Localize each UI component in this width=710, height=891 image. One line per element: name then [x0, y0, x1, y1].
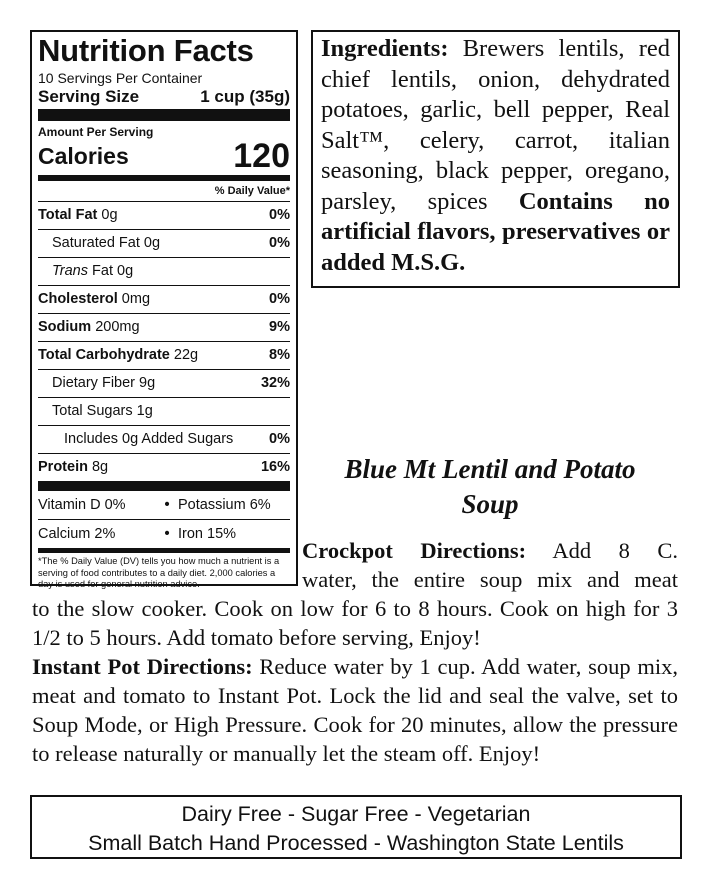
- nutrient-amount: 0g: [101, 207, 118, 223]
- instant-pot-label: Instant Pot Directions:: [32, 654, 253, 679]
- nutrient-row-sodium: [38, 314, 290, 342]
- nutrient-dv: 32%: [260, 375, 290, 391]
- bullet: •: [164, 497, 170, 513]
- crockpot-directions-line-2: water, the entire soup mix and meat: [302, 567, 678, 592]
- bullet: •: [164, 526, 170, 542]
- product-title-line-2: Soup: [461, 489, 519, 519]
- daily-value-header: % Daily Value*: [38, 181, 290, 202]
- nutrient-dv: 9%: [269, 319, 290, 335]
- nutrient-row-saturated-fat: [38, 230, 290, 258]
- nutrient-dv: 0%: [269, 235, 290, 251]
- nutrient-row-cholesterol: [38, 286, 290, 314]
- nutrient-row-sugars: [38, 398, 290, 426]
- features-line-2: Small Batch Hand Processed - Washington State Lentils: [88, 831, 624, 855]
- nutrient-row-fiber: [38, 370, 290, 398]
- nutrient-name: Protein: [38, 459, 88, 475]
- iron: Iron 15%: [178, 526, 237, 542]
- instant-pot-text: Reduce water by 1 cup. Add water, soup mix, meat and tomato to Instant Pot. Lock the lid and seal the valve, set to Soup Mode, or High Pressure. Cook for 20 minutes, allow the pressure to release naturally or manually let the steam off. Enjoy!: [32, 654, 678, 766]
- nutrient-amount: 22g: [173, 347, 199, 363]
- no-additives-claim: Contains no artificial flavors, preservatives or added M.S.G.: [321, 187, 670, 276]
- nutrient-name: Saturated Fat: [52, 235, 140, 251]
- nutrient-amount: 0mg: [121, 291, 151, 307]
- amount-per-serving: Amount Per Serving: [38, 125, 154, 139]
- serving-size-value: 1 cup (35g): [200, 87, 290, 106]
- dv-footnote: *The % Daily Value (DV) tells you how much a nutrient is a serving of food contributes to a daily diet. 2,000 calories a day is used for general nutrition advice.: [38, 548, 290, 591]
- calories-value: 120: [233, 137, 290, 175]
- nutrient-amount: 200mg: [95, 319, 140, 335]
- calories-row: [38, 139, 290, 173]
- product-title-line-1: Blue Mt Lentil and Potato: [344, 454, 636, 484]
- product-title: [302, 452, 678, 522]
- nutrient-row-trans-fat: [38, 258, 290, 286]
- crockpot-directions-line-1: [302, 536, 678, 565]
- calcium: Calcium 2%: [38, 526, 116, 542]
- crockpot-directions-rest: to the slow cooker. Cook on low for 6 to 8 hours. Cook on high for 3 1/2 to 5 hours. Add tomato before serving, Enjoy!: [32, 596, 678, 650]
- nutrition-facts-panel: [30, 30, 298, 589]
- vitamin-d: Vitamin D 0%: [38, 497, 126, 513]
- ingredients-list: Brewers lentils, red chief lentils, onion, dehydrated potatoes, garlic, bell pepper, Real Salt™, celery, carrot, italian seasoning, black pepper, oregano, parsley, spices: [321, 35, 670, 215]
- nutrient-name: Total Carbohydrate: [38, 347, 170, 363]
- nutrient-name: Sodium: [38, 319, 92, 335]
- nutrient-name: Dietary Fiber 9g: [52, 375, 156, 391]
- nutrient-dv: 8%: [269, 347, 290, 363]
- thick-divider: [38, 481, 290, 491]
- vitamin-row-2: [38, 520, 290, 548]
- ingredients-label: Ingredients:: [321, 35, 449, 62]
- nutrient-name: Trans: [52, 263, 88, 279]
- nutrient-dv: 0%: [269, 207, 290, 223]
- nutrient-amount: Fat 0g: [92, 263, 134, 279]
- nutrient-name: Includes 0g Added Sugars: [64, 431, 234, 447]
- features-line-1: Dairy Free - Sugar Free - Vegetarian: [181, 802, 531, 826]
- features-box: [30, 795, 682, 859]
- nutrient-name: Cholesterol: [38, 291, 118, 307]
- thick-divider: [38, 109, 290, 121]
- calories-label: Calories: [38, 143, 129, 169]
- nutrition-title: Nutrition Facts: [38, 33, 254, 68]
- vitamin-row-1: [38, 491, 290, 520]
- nutrient-amount: 0g: [143, 235, 161, 251]
- servings-per-container: 10 Servings Per Container: [38, 70, 203, 86]
- nutrient-row-total-fat: [38, 202, 290, 230]
- potassium: Potassium 6%: [178, 497, 271, 513]
- nutrient-dv: 0%: [269, 431, 290, 447]
- ingredients-box: [311, 30, 680, 288]
- nutrient-dv: 0%: [269, 291, 290, 307]
- crockpot-text-1: Add 8 C.: [552, 538, 678, 563]
- nutrient-amount: 8g: [91, 459, 109, 475]
- nutrient-name: Total Sugars 1g: [52, 403, 153, 419]
- serving-size-row: [38, 87, 290, 107]
- serving-size-label: Serving Size: [38, 87, 140, 106]
- instant-pot-directions: [32, 652, 678, 768]
- nutrient-name: Total Fat: [38, 207, 98, 223]
- crockpot-label: Crockpot Directions:: [302, 538, 527, 563]
- nutrient-row-protein: [38, 454, 290, 481]
- nutrient-row-added-sugars: [38, 426, 290, 454]
- nutrient-dv: 16%: [260, 459, 290, 475]
- nutrient-row-carbohydrate: [38, 342, 290, 370]
